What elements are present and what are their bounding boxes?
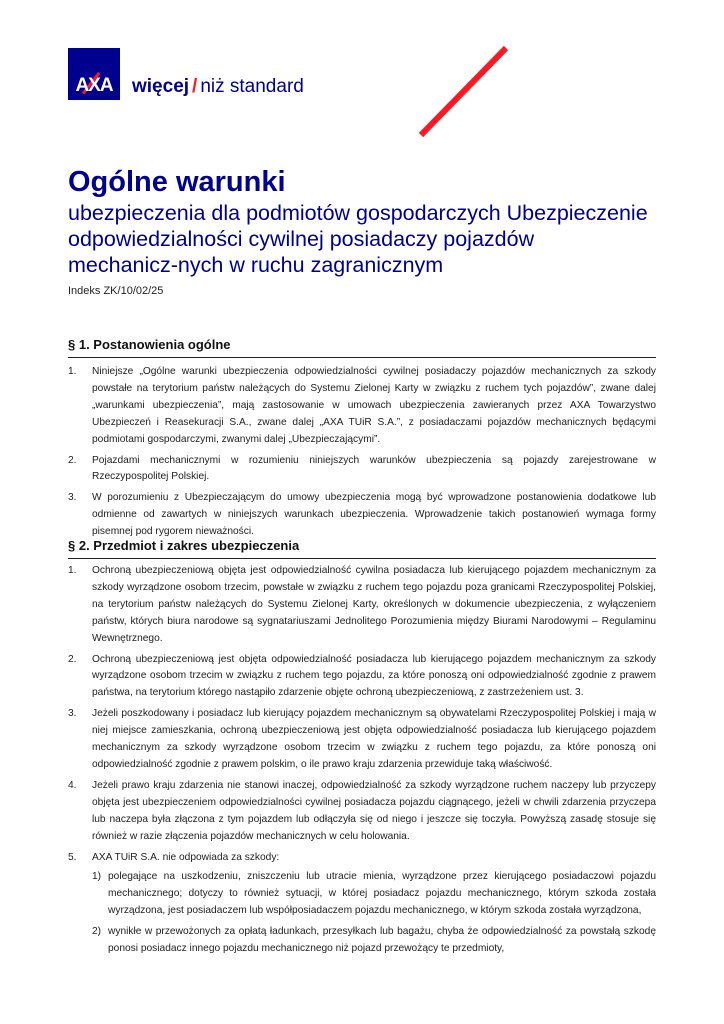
page-subtitle: ubezpieczenia dla podmiotów gospodarczych Ubezpieczenie odpowiedzialności cywilnej posiadaczy pojazdów mechanicz-nych w ruchu zagranicznym (68, 201, 648, 277)
item-text: Niniejsze „Ogólne warunki ubezpieczenia odpowiedzialności cywilnej posiadaczy pojazdów mechanicznych za szkody powstałe na terytorium państw należących do Systemu Zielonej Karty w związku z ruchem tych pojazdów”, zwane dalej „warunkami ubezpieczenia”, mają zastosowanie w umowach ubezpieczenia zawieranych przez AXA Towarzystwo Ubezpieczeń i Reasekuracji S.A., zwane dalej „AXA TUiR S.A.”, z posiadaczami pojazdów mechanicznych będącymi podmiotami gospodarczymi, zwanymi dalej „Ubezpieczającymi”. (92, 366, 656, 445)
list-item (68, 563, 656, 648)
sub-list-item (92, 924, 656, 958)
document-index: Indeks ZK/10/02/25 (68, 285, 164, 297)
item-number: 3. (68, 492, 77, 504)
item-number: 4. (68, 779, 77, 791)
item-text: Jeżeli poszkodowany i posiadacz lub kierujący pojazdem mechanicznym są obywatelami Rzeczypospolitej Polskiej i mają w niej miejsce zamieszkania, ochroną ubezpieczeniową jest objęta odpowiedzialność posiadacza lub kierującego pojazdem mechanicznym za szkody wyrządzone osobom trzecim w związku z ruchem tego pojazdu, za które ponoszą oni odpowiedzialność zgodnie z prawem polskim, o ile prawo kraju zdarzenia przewiduje taką właściwość. (92, 708, 656, 770)
item-number: 1. (68, 366, 77, 377)
section-heading-1: § 1. Postanowienia ogólne (68, 337, 656, 358)
red-stripe-line (421, 48, 506, 135)
tagline-strong: więcej (132, 76, 190, 97)
item-text: W porozumieniu z Ubezpieczającym do umowy ubezpieczenia mogą być wprowadzone postanowienia dodatkowe lub odmienne od zawartych w niniejszych warunkach ubezpieczenia. Wprowadzenie takich postanowień wymaga formy pisemnej pod rygorem nieważności. (92, 492, 656, 538)
item-text: Pojazdami mechanicznymi w rozumieniu niniejszych warunków ubezpieczenia są pojazdy zarejestrowane w Rzeczypospolitej Polskiej. (92, 454, 656, 483)
item-text: Jeżeli prawo kraju zdarzenia nie stanowi inaczej, odpowiedzialność za szkody wyrządzone ruchem naczepy lub przyczepy objęta jest ubezpieczeniem odpowiedzialności cywilnej posiadacza pojazdu ciągnącego, jeżeli w chwili zdarzenia przyczepa lub naczepa była złączona z tym pojazdem lub odłączyła się od niego i jeszcze się toczyła. Powyższą zasadę stosuje się również w razie złączenia pojazdów mechanicznych w celu holowania. (92, 779, 656, 842)
sub-item-number: 1) (92, 871, 102, 883)
item-text: Ochroną ubezpieczeniową jest objęta odpowiedzialność posiadacza lub kierującego pojazdem mechanicznym za szkody wyrządzone osobom trzecim w związku z ruchem tego pojazdu, za które ponoszą oni odpowiedzialność zgodnie z prawem państwa, na terytorium którego nastąpiło zdarzenie objęte ochroną ubezpieczeniową, z zastrzeżeniem ust. 3. (92, 653, 656, 699)
list-item (68, 364, 656, 449)
list-item (68, 490, 656, 541)
tagline-rest: niż standard (200, 76, 304, 97)
item-text: Ochroną ubezpieczeniową objęta jest odpowiedzialność cywilna posiadacza lub kierującego pojazdem mechanicznym za szkody wyrządzone osobom trzecim, powstałe w związku z ruchem tego pojazdu poza granicami Rzeczypospolitej Polskiej, na terytorium państw należących do Systemu Zielonej Karty, określonych w dokumencie ubezpieczenia, z wyłączeniem państw, których biura narodowe są sygnatariuszami Jednolitego Porozumienia między Biurami Narodowymi – Regulaminu Wewnętrznego. (92, 565, 656, 644)
sub-item-text: polegające na uszkodzeniu, zniszczeniu lub utracie mienia, wyrządzone przez kierującego posiadaczowi pojazdu mechanicznego; dotyczy to również sytuacji, w której posiadacz pojazdu mechanicznego, którym szkoda została wyrządzona, jest posiadaczem lub współposiadaczem pojazdu mechanicznego, w którym szkoda została wyrządzona, (108, 871, 656, 917)
item-number: 2. (68, 653, 77, 665)
logo-text: AXA (75, 75, 113, 96)
item-text: AXA TUiR S.A. nie odpowiada za szkody: (92, 851, 280, 863)
section-2-list (68, 563, 656, 962)
page-title: Ogólne warunki (68, 166, 286, 198)
section-heading-2: § 2. Przedmiot i zakres ubezpieczenia (68, 538, 656, 559)
sub-item-number: 2) (92, 926, 102, 938)
list-item (68, 850, 656, 958)
sub-list (92, 869, 656, 958)
decorative-red-stripe (0, 0, 724, 140)
list-item (68, 778, 656, 846)
item-number: 3. (68, 708, 77, 720)
item-number: 1. (68, 565, 77, 576)
item-number: 2. (68, 454, 77, 466)
sub-list-item (92, 869, 656, 920)
list-item (68, 706, 656, 774)
section-1-list (68, 364, 656, 545)
tagline-slash: / (192, 76, 198, 97)
list-item (68, 453, 656, 487)
list-item (68, 652, 656, 703)
sub-item-text: wynikłe w przewożonych za opłatą ładunkach, przesyłkach lub bagażu, chyba że odpowiedzialność za powstałą szkodę ponosi posiadacz innego pojazdu mechanicznego niż pojazd przewożący te przedmioty, (108, 926, 656, 955)
item-number: 5. (68, 851, 77, 863)
